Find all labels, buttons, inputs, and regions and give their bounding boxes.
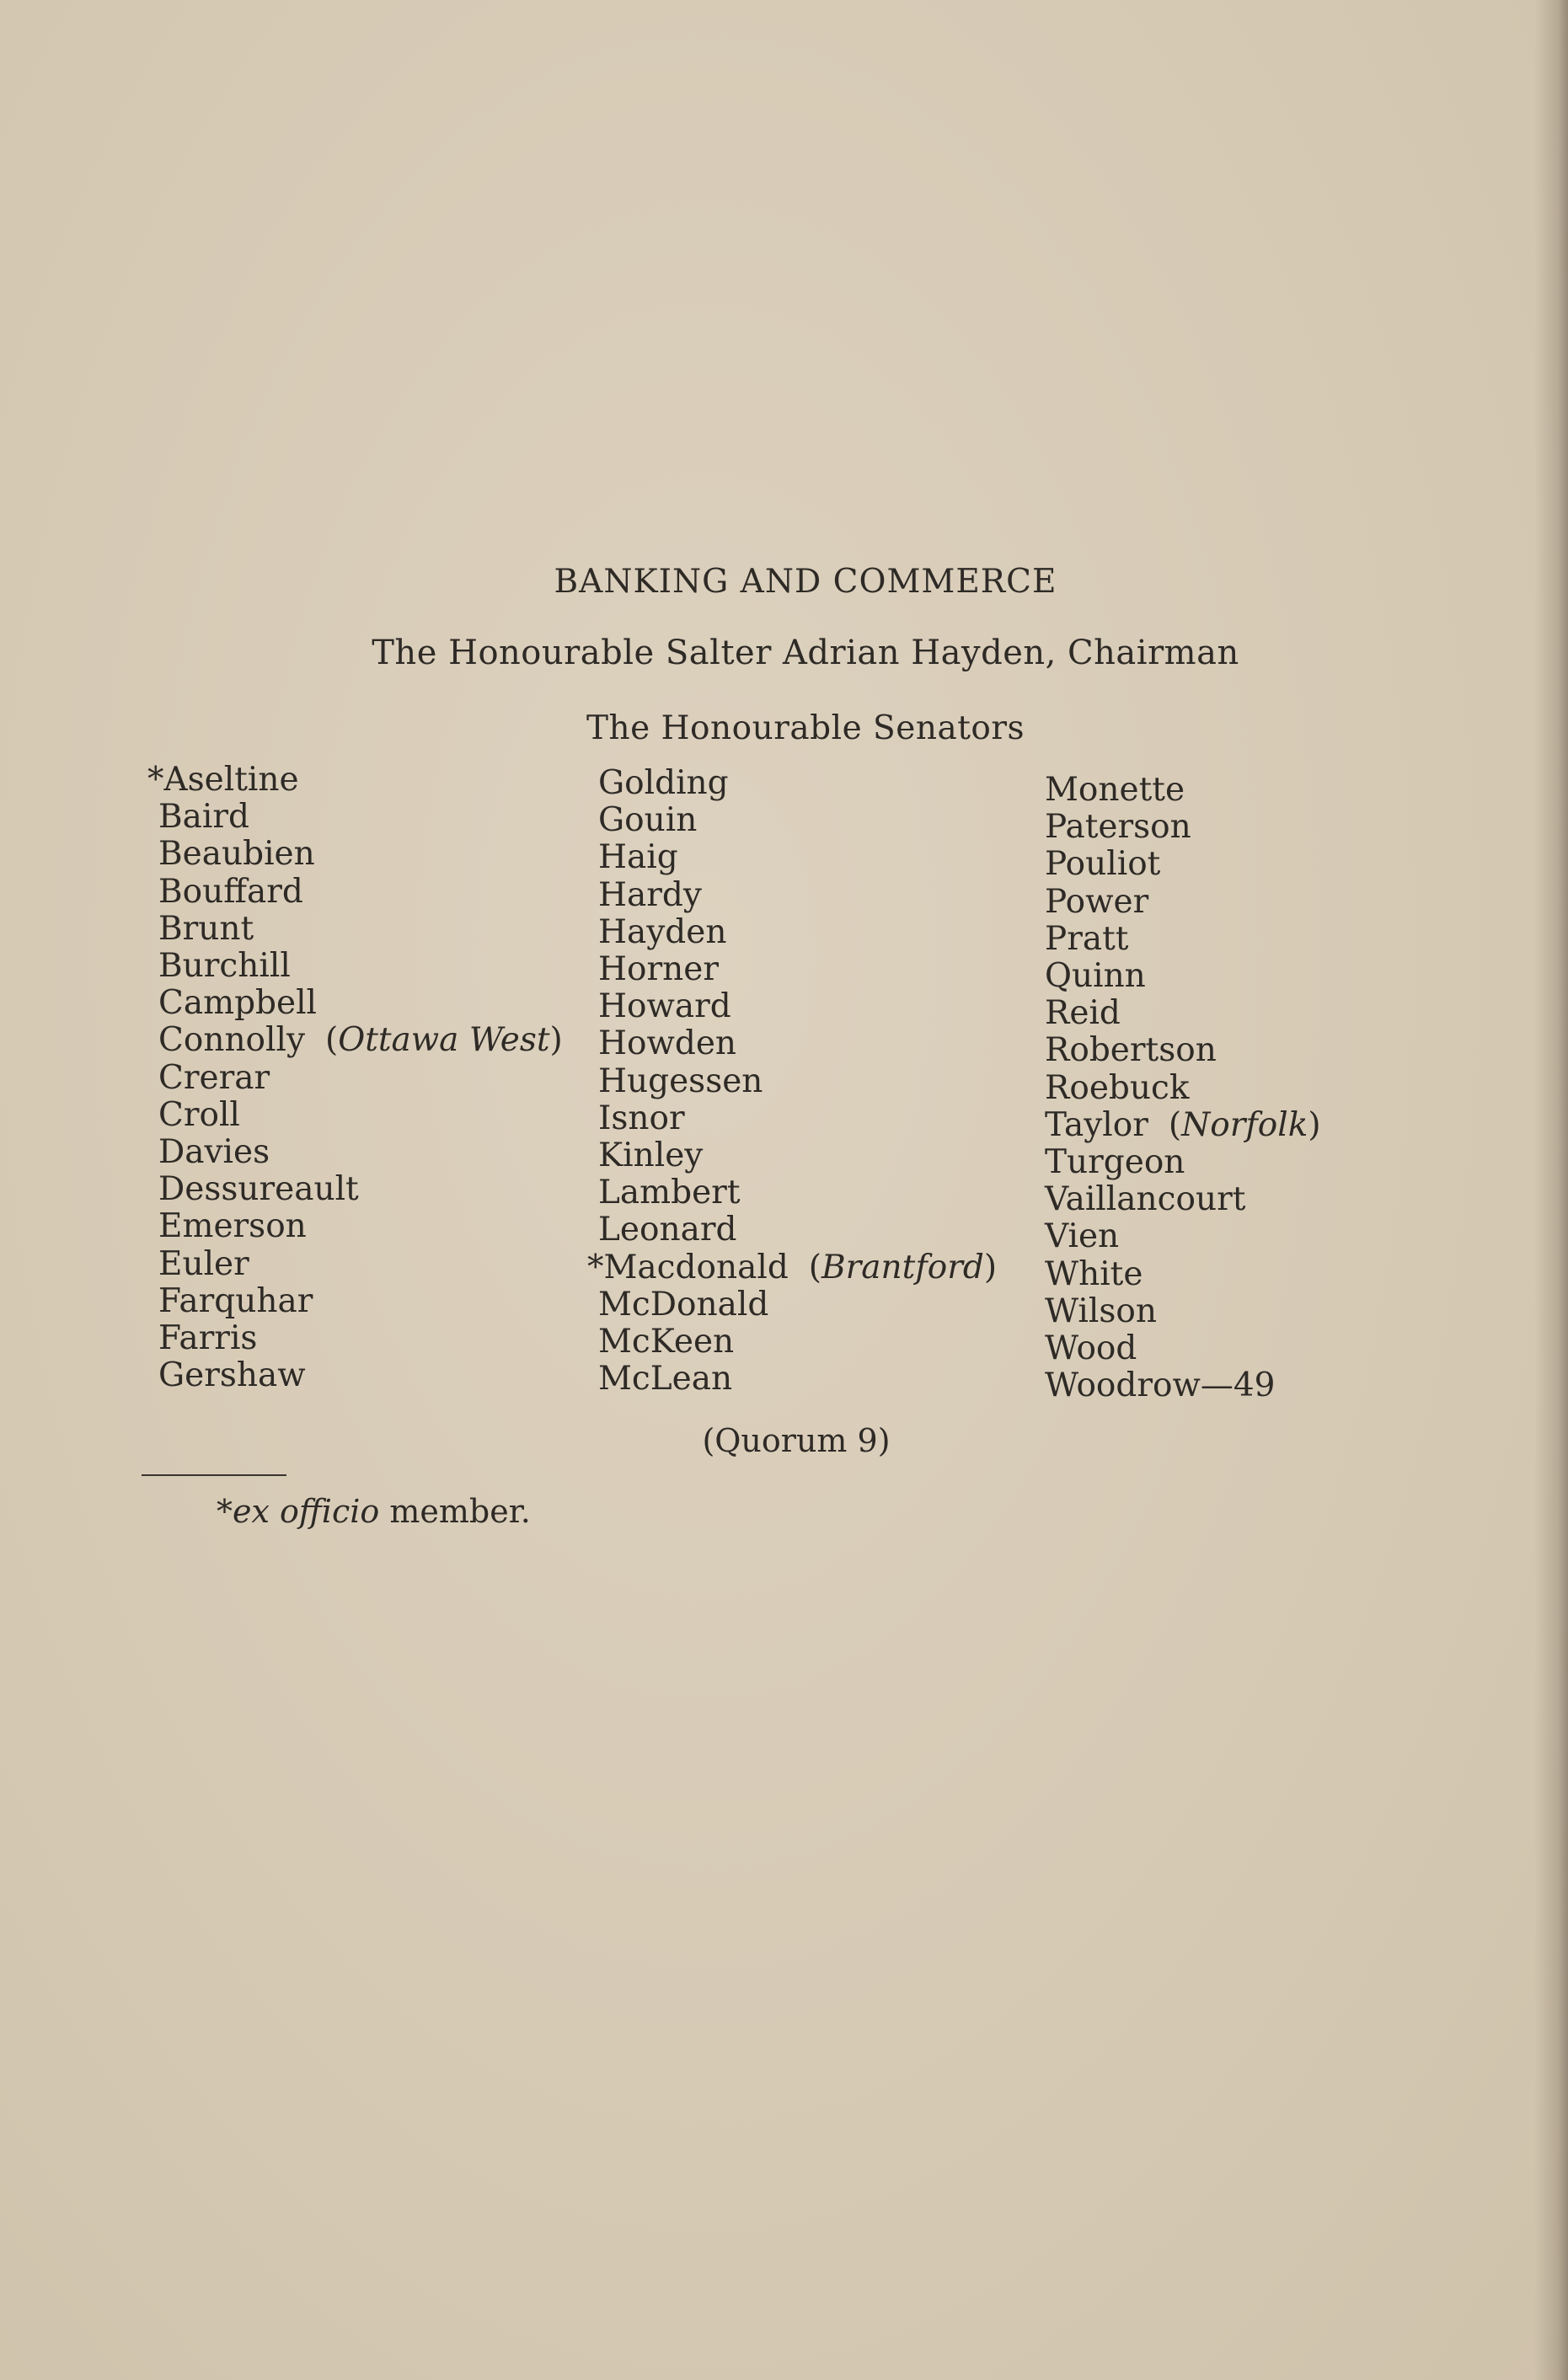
senator-name: Howard xyxy=(598,987,731,1026)
senator-entry xyxy=(158,1134,563,1171)
senator-entry xyxy=(598,839,997,876)
senator-name: Gouin xyxy=(598,801,698,840)
senator-entry xyxy=(1045,921,1321,958)
page-edge-shadow xyxy=(1534,0,1568,2380)
senator-entry xyxy=(158,1060,563,1097)
senator-entry xyxy=(158,1097,563,1134)
senator-entry xyxy=(598,1211,997,1249)
quorum-note: (Quorum 9) xyxy=(702,1422,891,1459)
qualifier-text: Ottawa West xyxy=(338,1021,550,1060)
senator-entry xyxy=(1045,846,1321,883)
senator-entry xyxy=(598,1137,997,1174)
senators-column-3 xyxy=(1045,772,1321,1404)
senator-entry xyxy=(598,1361,997,1398)
senator-entry xyxy=(1045,995,1321,1032)
senator-entry xyxy=(158,1022,563,1059)
qualifier-text: Norfolk xyxy=(1181,1105,1308,1144)
senator-entry xyxy=(158,1320,563,1357)
senator-entry xyxy=(1045,809,1321,846)
senator-entry xyxy=(158,1357,563,1394)
senator-entry xyxy=(598,802,997,839)
senator-name: McDonald xyxy=(598,1285,769,1324)
senator-name: Wilson xyxy=(1045,1292,1157,1330)
chairman-line: The Honourable Salter Adrian Hayden, Chairman xyxy=(372,634,1239,672)
senator-name: McLean xyxy=(598,1360,733,1399)
senator-entry xyxy=(158,836,563,873)
senator-name: Macdonald xyxy=(603,1248,789,1286)
senator-qualifier: (Brantford) xyxy=(808,1248,998,1286)
senator-name: Vien xyxy=(1045,1217,1120,1256)
senator-entry xyxy=(598,914,997,951)
senator-name: Croll xyxy=(158,1095,240,1134)
senator-name: Pouliot xyxy=(1045,845,1161,884)
footnote-italic: ex officio xyxy=(233,1493,380,1530)
senator-entry xyxy=(1045,1256,1321,1293)
senator-name: Bouffard xyxy=(158,872,303,911)
senator-qualifier: (Ottawa West) xyxy=(325,1021,563,1060)
senator-name: Monette xyxy=(1045,771,1185,809)
senator-entry xyxy=(598,1286,997,1324)
senator-name: Lambert xyxy=(598,1174,741,1212)
committee-title: BANKING AND COMMERCE xyxy=(554,563,1057,601)
ex-officio-star: * xyxy=(147,761,164,799)
senator-name: Crerar xyxy=(158,1058,270,1097)
senator-name: Pratt xyxy=(1045,919,1129,958)
senator-entry xyxy=(158,1283,563,1320)
senator-entry xyxy=(598,877,997,914)
senator-name: Turgeon xyxy=(1045,1143,1185,1182)
senator-entry xyxy=(1045,1367,1321,1404)
senators-heading: The Honourable Senators xyxy=(586,709,1025,747)
senator-entry xyxy=(158,874,563,911)
senator-entry xyxy=(1045,1070,1321,1107)
senator-name: Baird xyxy=(158,798,249,837)
senator-name: Davies xyxy=(158,1133,270,1172)
senator-entry xyxy=(158,799,563,836)
senator-name: Roebuck xyxy=(1045,1068,1190,1107)
senator-entry xyxy=(158,911,563,948)
senator-name: Taylor xyxy=(1045,1105,1148,1144)
senator-name: Golding xyxy=(598,764,729,802)
senator-entry xyxy=(1045,1293,1321,1330)
senator-name: Paterson xyxy=(1045,808,1191,847)
senator-qualifier: (Norfolk) xyxy=(1168,1105,1321,1144)
senator-name: Kinley xyxy=(598,1137,704,1175)
senator-entry xyxy=(598,988,997,1025)
senators-column-2 xyxy=(587,764,998,1399)
senator-entry xyxy=(1045,1330,1321,1367)
senator-name: Leonard xyxy=(598,1211,737,1249)
footnote-text: member. xyxy=(379,1493,531,1530)
senator-name: Dessureault xyxy=(158,1170,359,1209)
senator-name: Haig xyxy=(598,838,678,877)
senator-name: Emerson xyxy=(158,1207,307,1246)
senator-name: Farris xyxy=(158,1319,258,1358)
senator-entry xyxy=(598,1100,997,1137)
senator-name: Gershaw xyxy=(158,1356,306,1395)
senator-name: Quinn xyxy=(1045,957,1146,996)
senator-name: Horner xyxy=(598,950,719,989)
senator-name: White xyxy=(1045,1254,1143,1293)
senator-name: Hugessen xyxy=(598,1062,763,1100)
senator-entry xyxy=(598,765,997,802)
senator-entry xyxy=(598,1063,997,1100)
senator-entry xyxy=(158,985,563,1022)
senator-name: Campbell xyxy=(158,984,318,1023)
senator-name: Brunt xyxy=(158,909,254,948)
senator-name: Isnor xyxy=(598,1099,685,1137)
senator-name: Hardy xyxy=(598,875,702,914)
senator-entry xyxy=(598,1174,997,1211)
senator-entry xyxy=(158,1171,563,1208)
senator-name: Vaillancourt xyxy=(1045,1180,1246,1219)
senators-column-1 xyxy=(147,761,563,1395)
footnote-star: * xyxy=(217,1493,233,1530)
senator-name: Farquhar xyxy=(158,1281,313,1320)
senator-entry xyxy=(598,1025,997,1062)
senator-name: Robertson xyxy=(1045,1031,1217,1070)
senator-name: Power xyxy=(1045,882,1149,921)
senator-name: Burchill xyxy=(158,947,291,986)
senator-entry xyxy=(158,948,563,985)
senator-entry xyxy=(1045,1032,1321,1069)
senator-name: Woodrow—49 xyxy=(1045,1366,1276,1405)
senator-entry xyxy=(587,1248,998,1286)
qualifier-text: Brantford xyxy=(821,1248,984,1286)
senator-entry xyxy=(1045,1144,1321,1181)
senator-entry xyxy=(1045,1181,1321,1218)
senator-name: Wood xyxy=(1045,1329,1137,1368)
senator-entry xyxy=(147,761,563,799)
senator-entry xyxy=(598,951,997,988)
footnote-divider xyxy=(142,1474,286,1476)
senator-entry xyxy=(1045,772,1321,809)
ex-officio-star: * xyxy=(587,1248,604,1286)
senator-entry xyxy=(1045,1107,1321,1144)
senator-entry xyxy=(1045,958,1321,995)
senator-name: Hayden xyxy=(598,912,727,951)
senator-entry xyxy=(1045,1218,1321,1255)
senator-entry xyxy=(598,1324,997,1361)
footnote xyxy=(217,1493,531,1530)
senator-name: Beaubien xyxy=(158,835,315,874)
senator-name: Connolly xyxy=(158,1021,306,1060)
senator-name: Aseltine xyxy=(163,761,299,799)
senator-name: Euler xyxy=(158,1244,249,1283)
senator-entry xyxy=(158,1246,563,1283)
senator-entry xyxy=(158,1208,563,1245)
senator-name: McKeen xyxy=(598,1323,735,1361)
senator-name: Howden xyxy=(598,1024,737,1063)
senator-entry xyxy=(1045,884,1321,921)
senator-name: Reid xyxy=(1045,994,1121,1033)
